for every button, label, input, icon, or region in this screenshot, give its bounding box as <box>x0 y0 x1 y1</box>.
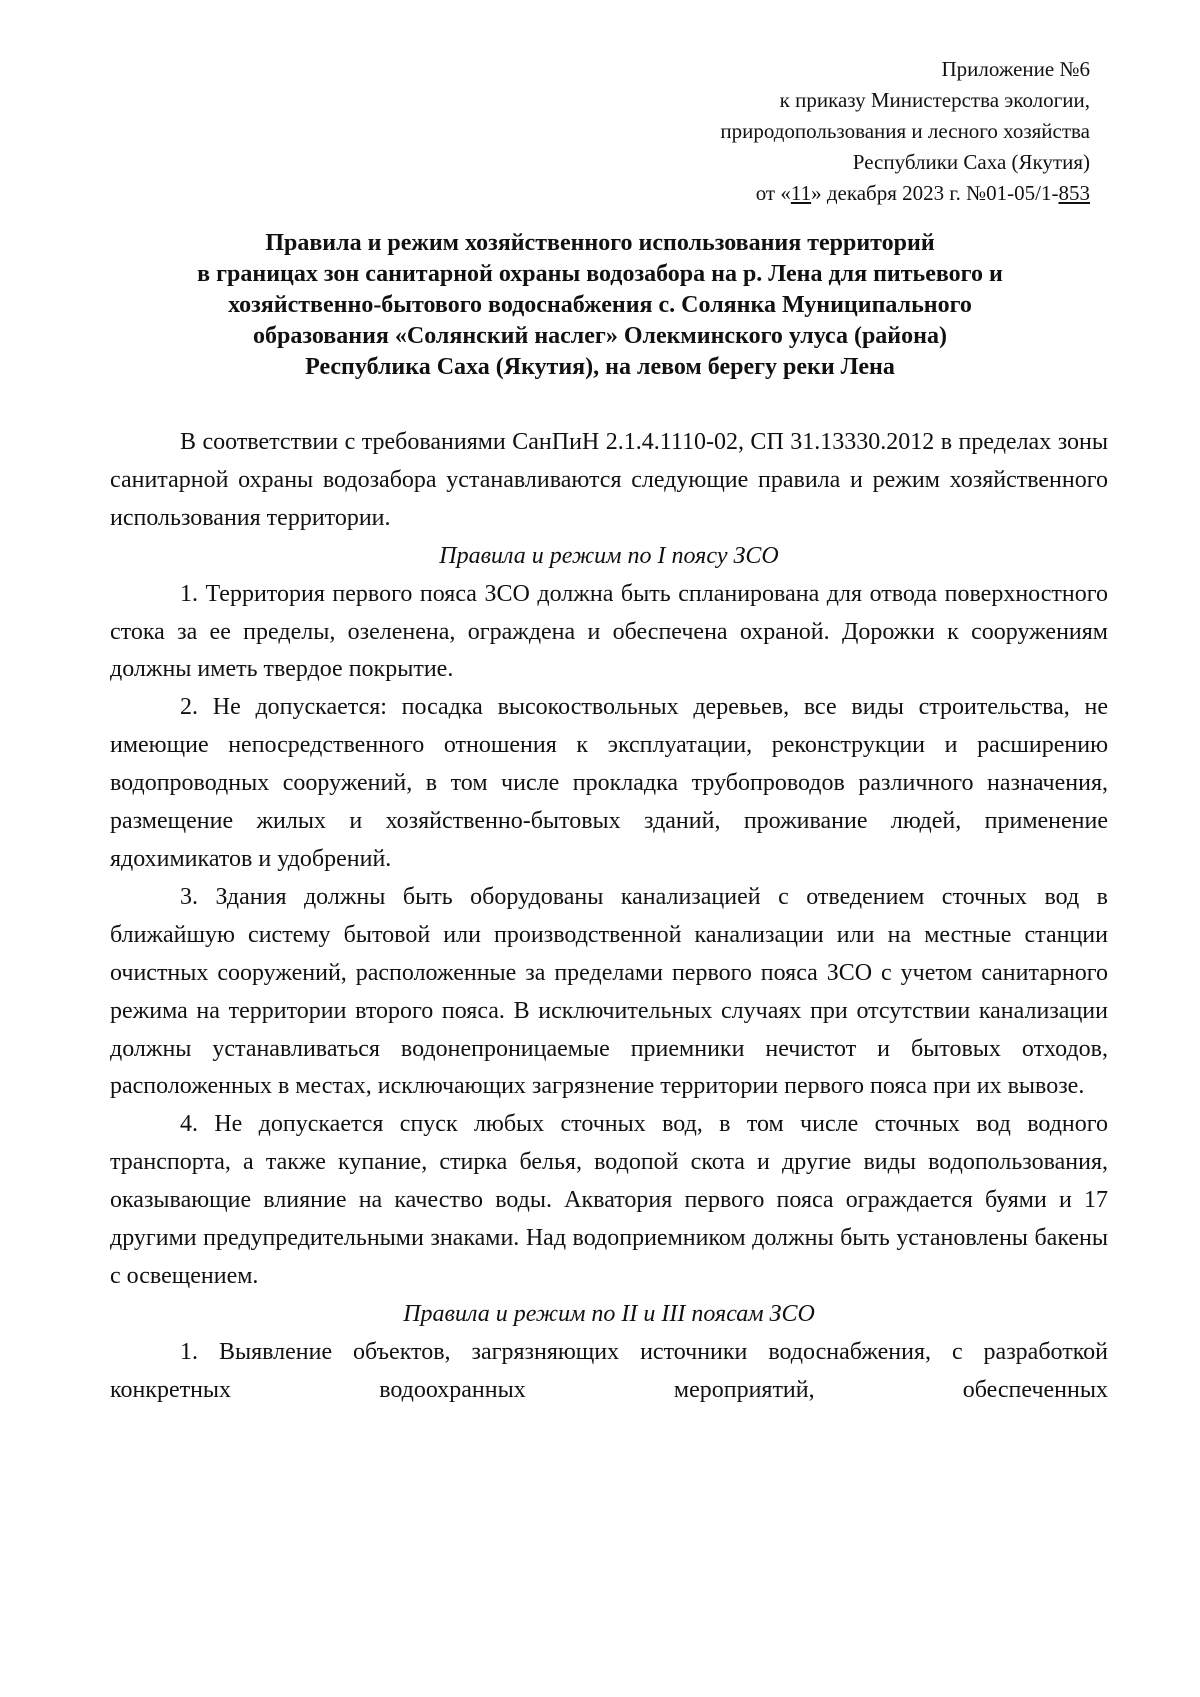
order-day: 11 <box>790 181 812 205</box>
approval-header <box>530 54 1090 209</box>
intro-paragraph: В соответствии с требованиями СанПиН 2.1.4.1110-02, СП 31.13330.2012 в пределах зоны санитарной охраны водозабора устанавливаются следующие правила и режим хозяйственного использования территории. <box>110 429 1108 531</box>
zone-1-rule-1: 1. Территория первого пояса ЗСО должна быть спланирована для отвода поверхностного стока за ее пределы, озеленена, ограждена и обеспечена охраной. Дорожки к сооружениям должны иметь твердое покрытие. <box>110 580 1108 683</box>
document-body <box>110 424 1108 1410</box>
zone-1-rule-4: 4. Не допускается спуск любых сточных вод, в том числе сточных вод водного транспорта, а также купание, стирка белья, водопой скота и другие виды водопользования, оказывающие влияние на качество воды. Акватория первого пояса ограждается буями и 17 другими предупредительными знаками. Над водоприемником должны быть установлены бакены с освещением. <box>110 1111 1108 1289</box>
zone-1-rule-3: 3. Здания должны быть оборудованы канализацией с отведением сточных вод в ближайшую систему бытовой или производственной канализации или на местные станции очистных сооружений, расположенные за пределами первого пояса ЗСО с учетом санитарного режима на территории второго пояса. В исключительных случаях при отсутствии канализации должны устанавливаться водонепроницаемые приемники нечистот и бытовых отходов, расположенных в местах, исключающих загрязнение территории первого пояса при их вывозе. <box>110 883 1108 1100</box>
order-number: 853 <box>1058 181 1090 205</box>
order-reference: к приказу Министерства экологии, <box>779 88 1090 112</box>
zone-1-rule-2: 2. Не допускается: посадка высокоствольных деревьев, все виды строительства, не имеющие непосредственного отношения к эксплуатации, реконструкции и расширению водопроводных сооружений, в том числе прокладка трубопроводов различного назначения, размещение жилых и хозяйственно-бытовых зданий, проживание людей, применение ядохимикатов и удобрений. <box>110 694 1108 872</box>
title-line-5: Республика Саха (Якутия), на левом берегу реки Лена <box>305 354 895 380</box>
date-prefix: от « <box>755 181 791 205</box>
section-heading-zone-2-3: Правила и режим по II и III поясам ЗСО <box>403 1300 815 1327</box>
document-title <box>100 228 1100 383</box>
ministry-name: природопользования и лесного хозяйства <box>720 119 1090 143</box>
republic-name: Республики Саха (Якутия) <box>852 150 1090 174</box>
order-date-line <box>530 178 1090 209</box>
section-heading-zone-1: Правила и режим по I поясу ЗСО <box>439 542 779 569</box>
zone-2-3-rule-1: 1. Выявление объектов, загрязняющих источники водоснабжения, с разработкой конкретных водоохранных мероприятий, обеспеченных <box>110 1338 1108 1403</box>
date-middle: » декабря 2023 г. №01-05/1- <box>811 181 1059 205</box>
title-line-1: Правила и режим хозяйственного использования территорий <box>265 230 935 256</box>
title-line-3: хозяйственно-бытового водоснабжения с. Солянка Муниципального <box>228 292 972 318</box>
title-line-2: в границах зон санитарной охраны водозабора на р. Лена для питьевого и <box>197 261 1003 287</box>
title-line-4: образования «Солянский наслег» Олекминского улуса (района) <box>253 323 947 349</box>
appendix-number: Приложение №6 <box>941 57 1090 81</box>
